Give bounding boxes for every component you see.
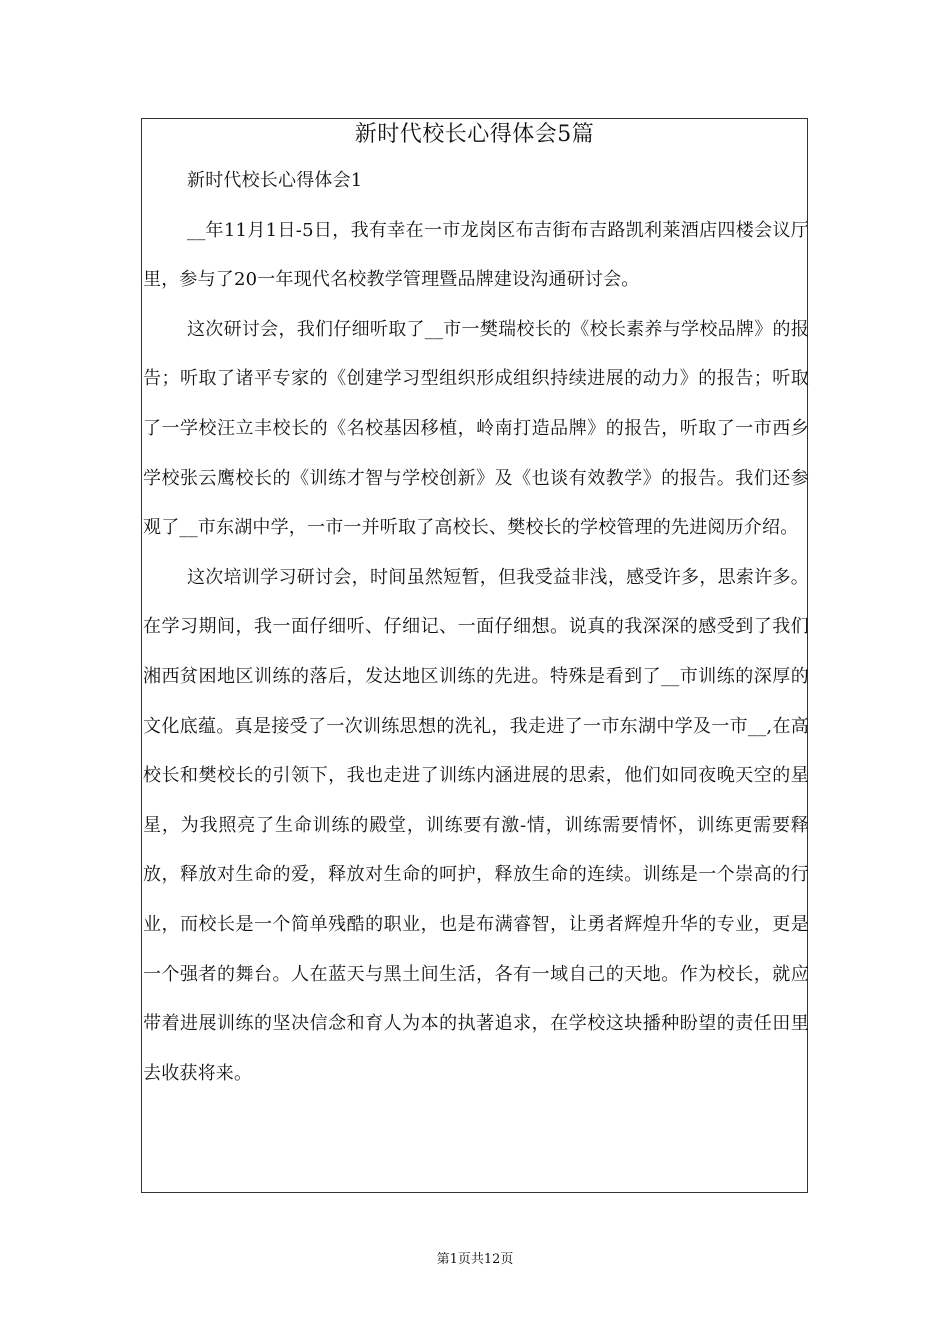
paragraph: 这次研讨会，我们仔细听取了__市一樊瑞校长的《校长素养与学校品牌》的报告；听取了诸平专家的《创建学习型组织形成组织持续进展的动力》的报告；听取了一学校汪立丰校长的《名校基因移植，岭南打造品牌》的报告，听取了一市西乡学校张云鹰校长的《训练才智与学校创新》及《也谈有效教学》的报告。我们还参观了__市东湖中学，一市一并听取了高校长、樊校长的学校管理的先进阅历介绍。 — [143, 318, 809, 539]
paragraph: 这次培训学习研讨会，时间虽然短暂，但我受益非浅，感受许多，思索许多。在学习期间，我一面仔细听、仔细记、一面仔细想。说真的我深深的感受到了我们湘西贫困地区训练的落后，发达地区训练的先进。特殊是看到了__市训练的深厚的文化底蕴。真是接受了一次训练思想的洗礼，我走进了一市东湖中学及一市__,在高校长和樊校长的引领下，我也走进了训练内涵进展的思索，他们如同夜晚天空的星星，为我照亮了生命训练的殿堂，训练要有激-情，训练需要情怀，训练更需要释放，释放对生命的爱，释放对生命的呵护，释放生命的连续。训练是一个崇高的行业，而校长是一个简单残酷的职业，也是布满睿智，让勇者辉煌升华的专业，更是一个强者的舞台。人在蓝天与黑土间生活，各有一域自己的天地。作为校长，就应带着进展训练的坚决信念和育人为本的执著追求，在学校这块播种盼望的责任田里去收获将来。 — [143, 566, 809, 1084]
document-title: 新时代校长心得体会5篇 — [354, 122, 595, 147]
section-subheading: 新时代校长心得体会1 — [187, 170, 363, 191]
page-number: 第1页共12页 — [436, 1252, 514, 1267]
document-body — [143, 156, 809, 1098]
paragraph: __年11月1日-5日，我有幸在一市龙岗区布吉街布吉路凯利莱酒店四楼会议厅里，参与了20一年现代名校教学管理暨品牌建设沟通研讨会。 — [143, 219, 809, 291]
